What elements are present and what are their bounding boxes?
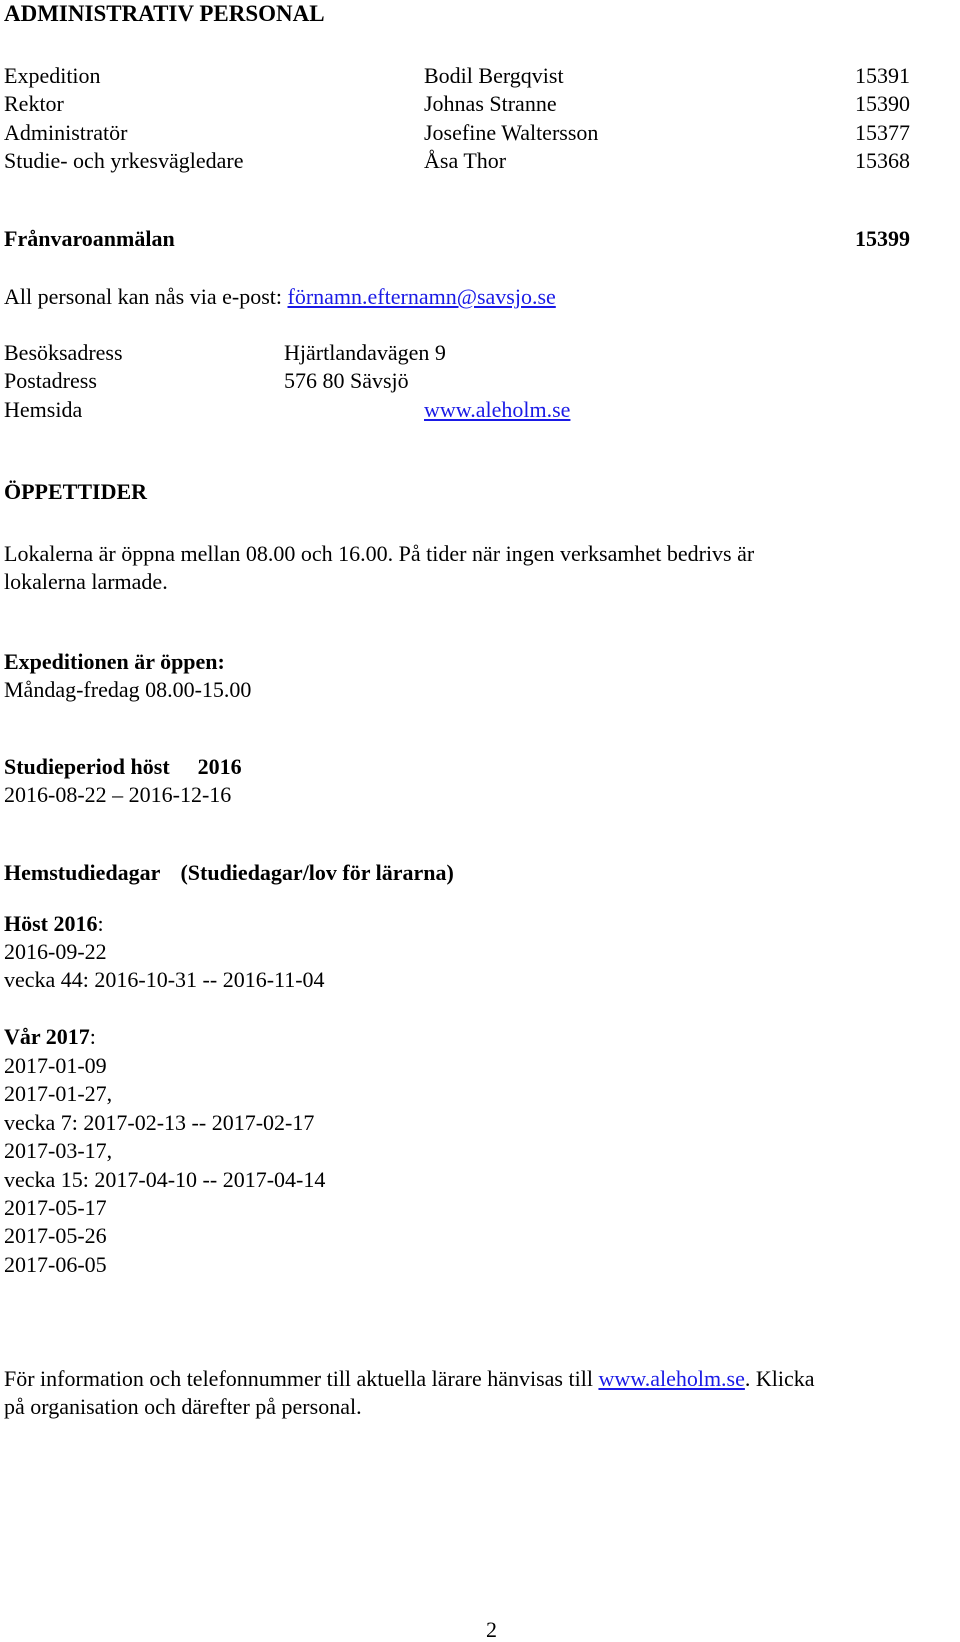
admin-heading: ADMINISTRATIV PERSONAL <box>4 1 325 26</box>
staff-phone: 15368 <box>855 148 910 173</box>
spring-label-line <box>4 1026 96 1048</box>
autumn-date: 2016-09-22 <box>4 939 107 964</box>
autumn-label: Höst 2016 <box>4 911 98 936</box>
hours-line: Lokalerna är öppna mellan 08.00 och 16.00. På tider när ingen verksamhet bedrivs är <box>4 541 755 566</box>
spring-label: Vår 2017 <box>4 1024 90 1049</box>
period-heading-text: Studieperiod höst <box>4 754 170 779</box>
staff-name: Åsa Thor <box>424 148 507 173</box>
staff-role: Rektor <box>4 91 64 116</box>
postal-address-value: 576 80 Sävsjö <box>284 368 409 393</box>
staff-name: Bodil Bergqvist <box>424 63 564 88</box>
visit-address-label: Besöksadress <box>4 340 123 365</box>
spring-date: 2017-01-09 <box>4 1053 107 1078</box>
spring-date: vecka 7: 2017-02-13 -- 2017-02-17 <box>4 1110 315 1135</box>
spring-date: 2017-06-05 <box>4 1252 107 1277</box>
period-heading <box>4 756 242 778</box>
email-line <box>4 286 556 308</box>
homestudy-heading-text: Hemstudiedagar <box>4 860 161 885</box>
website-label: Hemsida <box>4 397 83 422</box>
spring-date: 2017-03-17, <box>4 1138 113 1163</box>
office-heading: Expeditionen är öppen: <box>4 649 225 674</box>
absence-phone: 15399 <box>855 226 910 251</box>
period-range: 2016-08-22 – 2016-12-16 <box>4 782 232 807</box>
homestudy-sub: (Studiedagar/lov för lärarna) <box>180 860 454 885</box>
staff-role: Administratör <box>4 120 128 145</box>
hours-line: lokalerna larmade. <box>4 569 168 594</box>
staff-role: Studie- och yrkesvägledare <box>4 148 244 173</box>
spring-colon: : <box>89 1024 96 1049</box>
footer-line <box>4 1368 815 1390</box>
homestudy-heading <box>4 862 454 884</box>
autumn-date: vecka 44: 2016-10-31 -- 2016-11-04 <box>4 967 325 992</box>
postal-address-label: Postadress <box>4 368 97 393</box>
autumn-colon: : <box>97 911 104 936</box>
staff-role: Expedition <box>4 63 101 88</box>
staff-phone: 15377 <box>855 120 910 145</box>
staff-name: Johnas Stranne <box>424 91 557 116</box>
footer-text: För information och telefonnummer till aktuella lärare hänvisas till <box>4 1366 599 1391</box>
hours-heading: ÖPPETTIDER <box>4 479 148 504</box>
footer-link[interactable]: www.aleholm.se <box>598 1366 745 1391</box>
staff-name: Josefine Waltersson <box>424 120 599 145</box>
spring-date: vecka 15: 2017-04-10 -- 2017-04-14 <box>4 1167 326 1192</box>
footer-line: på organisation och därefter på personal. <box>4 1394 362 1419</box>
office-hours: Måndag-fredag 08.00-15.00 <box>4 677 252 702</box>
email-text: All personal kan nås via e-post: <box>4 284 288 309</box>
staff-phone: 15390 <box>855 91 910 116</box>
footer-text: . Klicka <box>744 1366 815 1391</box>
spring-date: 2017-05-17 <box>4 1195 107 1220</box>
visit-address-value: Hjärtlandavägen 9 <box>284 340 446 365</box>
autumn-label-line <box>4 913 104 935</box>
page-number: 2 <box>486 1617 497 1642</box>
spring-date: 2017-01-27, <box>4 1081 113 1106</box>
staff-phone: 15391 <box>855 63 910 88</box>
email-link[interactable]: förnamn.efternamn@savsjo.se <box>287 284 556 309</box>
period-year: 2016 <box>197 754 242 779</box>
absence-label: Frånvaroanmälan <box>4 226 175 251</box>
spring-date: 2017-05-26 <box>4 1223 107 1248</box>
website-link[interactable]: www.aleholm.se <box>424 397 571 422</box>
